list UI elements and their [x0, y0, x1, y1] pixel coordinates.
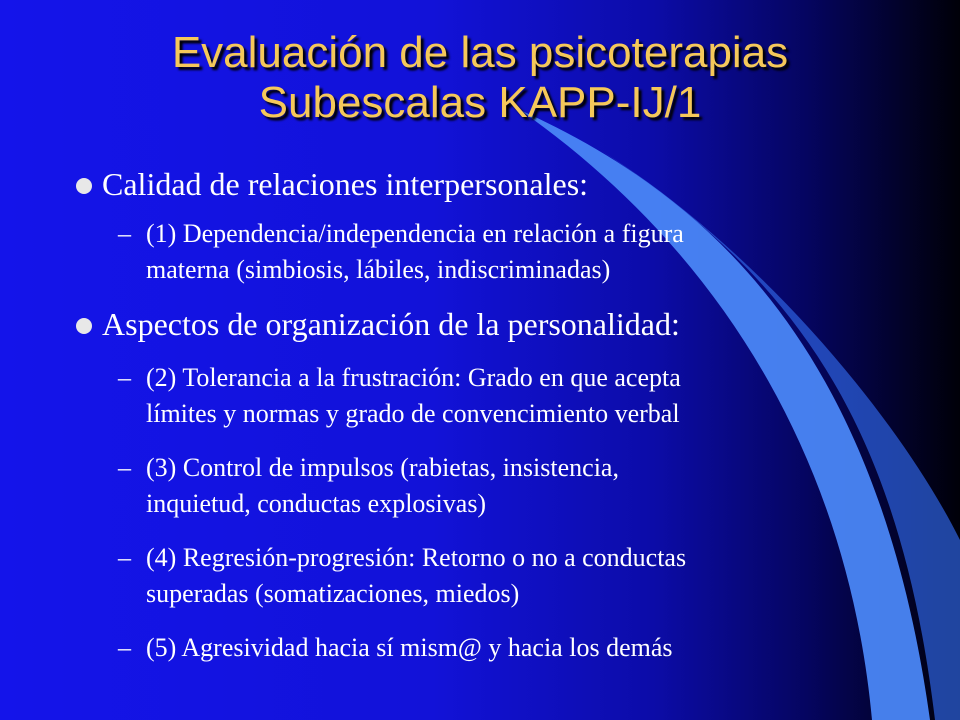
item-line: (1) Dependencia/independencia en relación a figura — [146, 219, 684, 248]
item-line: (3) Control de impulsos (rabietas, insistencia, — [146, 453, 619, 482]
dash-marker: – — [118, 453, 131, 482]
item-line: inquietud, conductas explosivas) — [146, 489, 487, 518]
dash-marker: – — [118, 543, 131, 572]
item-line: límites y normas y grado de convencimiento verbal — [146, 399, 680, 428]
title-line-2: Subescalas KAPP-IJ/1 — [258, 78, 702, 127]
item-line: materna (simbiosis, lábiles, indiscriminadas) — [146, 255, 611, 284]
bullet-dot — [76, 178, 92, 194]
dash-marker: – — [118, 633, 131, 662]
title-line-1: Evaluación de las psicoterapias — [171, 28, 789, 77]
item-line: (4) Regresión-progresión: Retorno o no a conductas — [146, 543, 687, 572]
item-line: superadas (somatizaciones, miedos) — [146, 579, 520, 608]
bullet-dot — [76, 318, 92, 334]
dash-marker: – — [118, 219, 131, 248]
slide-content: Calidad de relaciones interpersonales: – (1) Dependencia/independencia en relación a figura materna (simbiosis, lábiles, indiscriminadas) Aspectos de organización de la personalidad: – (2) Tolerancia a la frustración: Grado en que acepta límites y normas y grado de convencimiento verbal – (3) Control de impulsos (rabietas, insistencia, inquietud, conductas explosivas) – (4) Regresión-progresión: Retorno o no a conductas superadas (somatizaciones, miedos) – (5) Agresividad hacia sí mism@ y hacia los demás — [0, 0, 960, 720]
item-line: (2) Tolerancia a la frustración: Grado en que acepta — [146, 363, 681, 392]
dash-marker: – — [118, 363, 131, 392]
item-line: (5) Agresividad hacia sí mism@ y hacia los demás — [146, 633, 673, 662]
